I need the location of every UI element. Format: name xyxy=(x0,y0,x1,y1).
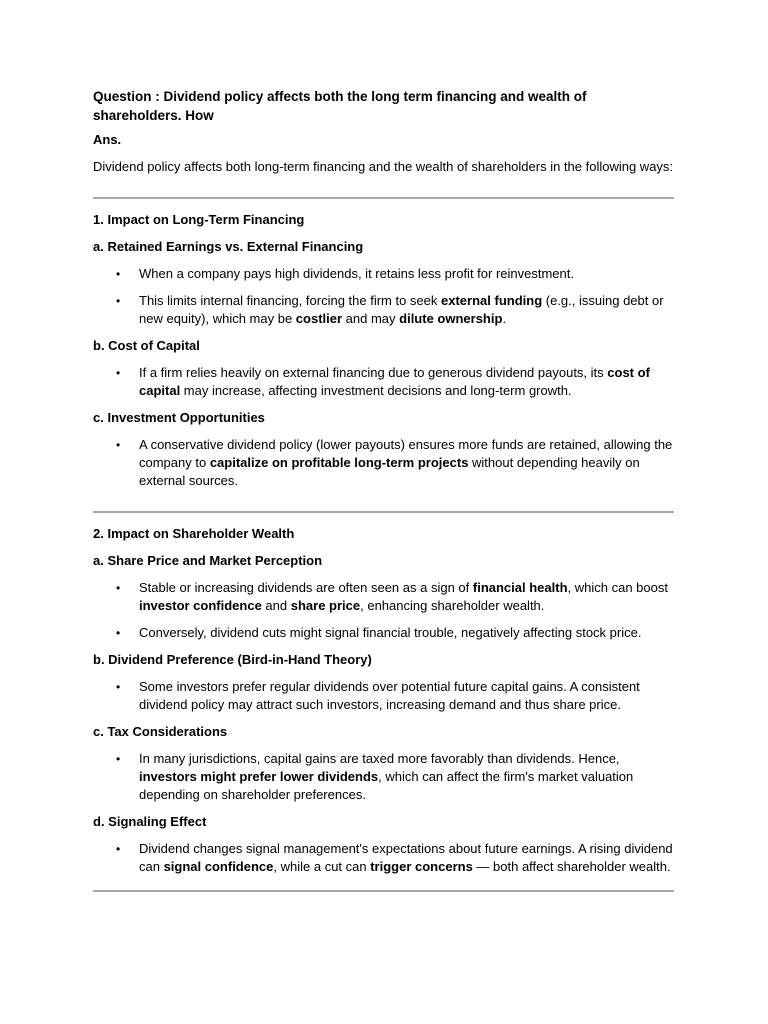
bullet-text: Dividend changes signal management's expectations about future earnings. A rising dividend can xyxy=(139,841,673,874)
bold-text: dilute ownership xyxy=(399,311,503,326)
bullet-text: Conversely, dividend cuts might signal financial trouble, negatively affecting stock price. xyxy=(139,625,642,640)
bullet-list-cost-of-capital xyxy=(93,364,674,400)
bullet-text: . xyxy=(502,311,507,326)
bold-text: external funding xyxy=(441,293,543,308)
bullet-text: A conservative dividend policy (lower payouts) ensures more funds are retained, allowing the company to xyxy=(139,437,673,470)
bold-text: financial health xyxy=(472,580,568,595)
bullet-icon: • xyxy=(116,842,121,856)
bullet-icon: • xyxy=(116,581,121,595)
list-item xyxy=(93,436,674,490)
divider-3 xyxy=(93,890,674,892)
subsection-title-signaling-effect: d. Signaling Effect xyxy=(93,814,207,829)
bold-text: capitalize on profitable long-term projects xyxy=(209,455,469,470)
bullet-icon: • xyxy=(116,366,121,380)
bullet-icon: • xyxy=(116,680,121,694)
bullet-text: When a company pays high dividends, it retains less profit for reinvestment. xyxy=(139,266,574,281)
intro-paragraph: Dividend policy affects both long-term financing and the wealth of shareholders in the following ways: xyxy=(93,159,674,174)
bullet-list-tax-considerations xyxy=(93,750,674,804)
list-item xyxy=(93,265,674,283)
bold-text: trigger concerns xyxy=(370,859,473,874)
list-item xyxy=(93,364,674,400)
bold-text: costlier xyxy=(295,311,343,326)
subsection-title-retained-earnings: a. Retained Earnings vs. External Financing xyxy=(93,239,364,254)
bullet-icon: • xyxy=(116,626,121,640)
bullet-text: Some investors prefer regular dividends over potential future capital gains. A consistent dividend policy may attract such investors, increasing demand and thus share price. xyxy=(139,679,640,712)
list-item xyxy=(93,678,674,714)
bullet-text: , which can affect the firm's market valuation depending on shareholder preferences. xyxy=(139,769,634,802)
divider-2 xyxy=(93,511,674,513)
bullet-list-signaling-effect xyxy=(93,840,674,876)
bold-text: share price xyxy=(290,598,361,613)
bullet-list-dividend-preference xyxy=(93,678,674,714)
bullet-icon: • xyxy=(116,294,121,308)
bullet-text: without depending heavily on external sources. xyxy=(139,455,640,488)
bullet-text: (e.g., issuing debt or new equity), which may be xyxy=(139,293,664,326)
bullet-list-investment-opportunities xyxy=(93,436,674,490)
bullet-text: , enhancing shareholder wealth. xyxy=(360,598,545,613)
bullet-text: and xyxy=(261,598,291,613)
list-item xyxy=(93,292,674,328)
bullet-text: — both affect shareholder wealth. xyxy=(472,859,671,874)
subsection-title-investment-opportunities: c. Investment Opportunities xyxy=(93,410,265,425)
bullet-text: may increase, affecting investment decisions and long-term growth. xyxy=(180,383,572,398)
bullet-text: If a firm relies heavily on external financing due to generous dividend payouts, its xyxy=(139,365,608,380)
subsection-title-share-price: a. Share Price and Market Perception xyxy=(93,553,323,568)
question-heading: Question : Dividend policy affects both the long term financing and wealth of shareholders. How xyxy=(93,89,587,123)
bold-text: cost of capital xyxy=(139,365,650,398)
bullet-text: , while a cut can xyxy=(273,859,371,874)
bullet-list-share-price xyxy=(93,579,674,642)
bullet-text: This limits internal financing, forcing the firm to seek xyxy=(139,293,442,308)
subsection-title-tax-considerations: c. Tax Considerations xyxy=(93,724,228,739)
bold-text: investor confidence xyxy=(139,598,262,613)
bullet-list-retained-earnings xyxy=(93,265,674,328)
bullet-icon: • xyxy=(116,438,121,452)
bold-text: signal confidence xyxy=(163,859,274,874)
list-item xyxy=(93,624,674,642)
subsection-title-cost-of-capital: b. Cost of Capital xyxy=(93,338,200,353)
section-title-financing: 1. Impact on Long-Term Financing xyxy=(93,212,305,227)
bullet-icon: • xyxy=(116,267,121,281)
bullet-icon: • xyxy=(116,752,121,766)
bullet-text: Stable or increasing dividends are often seen as a sign of xyxy=(139,580,473,595)
bold-text: investors might prefer lower dividends xyxy=(139,769,379,784)
section-title-wealth: 2. Impact on Shareholder Wealth xyxy=(93,526,295,541)
bullet-text: In many jurisdictions, capital gains are taxed more favorably than dividends. Hence, xyxy=(139,751,620,766)
list-item xyxy=(93,579,674,615)
answer-label: Ans. xyxy=(93,132,122,147)
section-long-term-financing xyxy=(93,211,674,490)
section-shareholder-wealth xyxy=(93,525,674,876)
list-item xyxy=(93,750,674,804)
bullet-text: , which can boost xyxy=(567,580,668,595)
list-item xyxy=(93,840,674,876)
bullet-text: and may xyxy=(342,311,400,326)
subsection-title-dividend-preference: b. Dividend Preference (Bird-in-Hand Theory) xyxy=(93,652,372,667)
divider-1 xyxy=(93,197,674,199)
